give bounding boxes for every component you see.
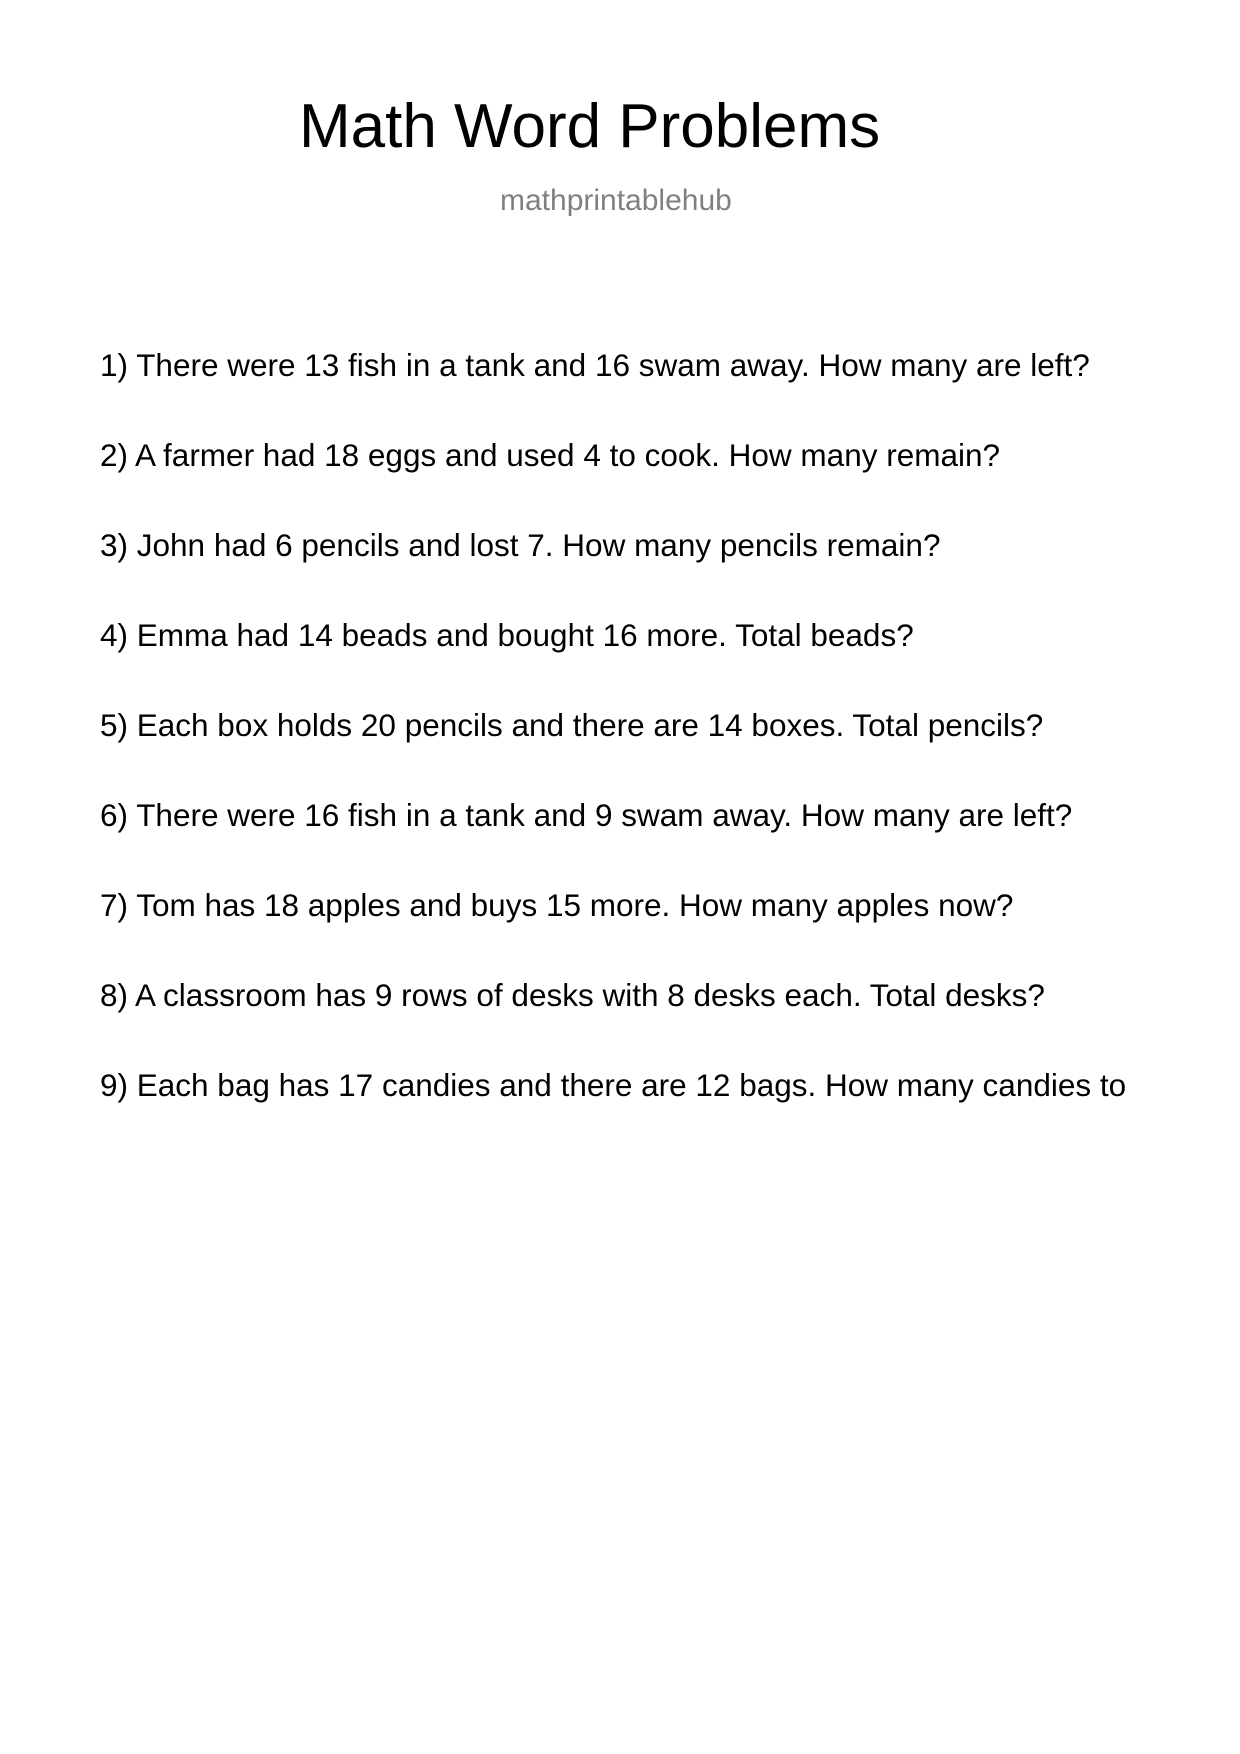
problem-item: 5) Each box holds 20 pencils and there are 14 boxes. Total pencils? (100, 710, 1044, 743)
problem-list (100, 350, 1240, 1160)
worksheet-title: Math Word Problems (299, 92, 881, 161)
problem-item: 7) Tom has 18 apples and buys 15 more. How many apples now? (100, 890, 1014, 923)
worksheet-source: mathprintablehub (500, 184, 732, 217)
problem-item: 1) There were 13 fish in a tank and 16 swam away. How many are left? (100, 350, 1090, 383)
problem-item: 8) A classroom has 9 rows of desks with 8 desks each. Total desks? (100, 980, 1045, 1013)
problem-item: 6) There were 16 fish in a tank and 9 swam away. How many are left? (100, 800, 1073, 833)
problem-item: 9) Each bag has 17 candies and there are 12 bags. How many candies to (100, 1070, 1127, 1103)
problem-item: 4) Emma had 14 beads and bought 16 more. Total beads? (100, 620, 914, 653)
problem-item: 2) A farmer had 18 eggs and used 4 to cook. How many remain? (100, 440, 1001, 473)
problem-item: 3) John had 6 pencils and lost 7. How many pencils remain? (100, 530, 941, 563)
